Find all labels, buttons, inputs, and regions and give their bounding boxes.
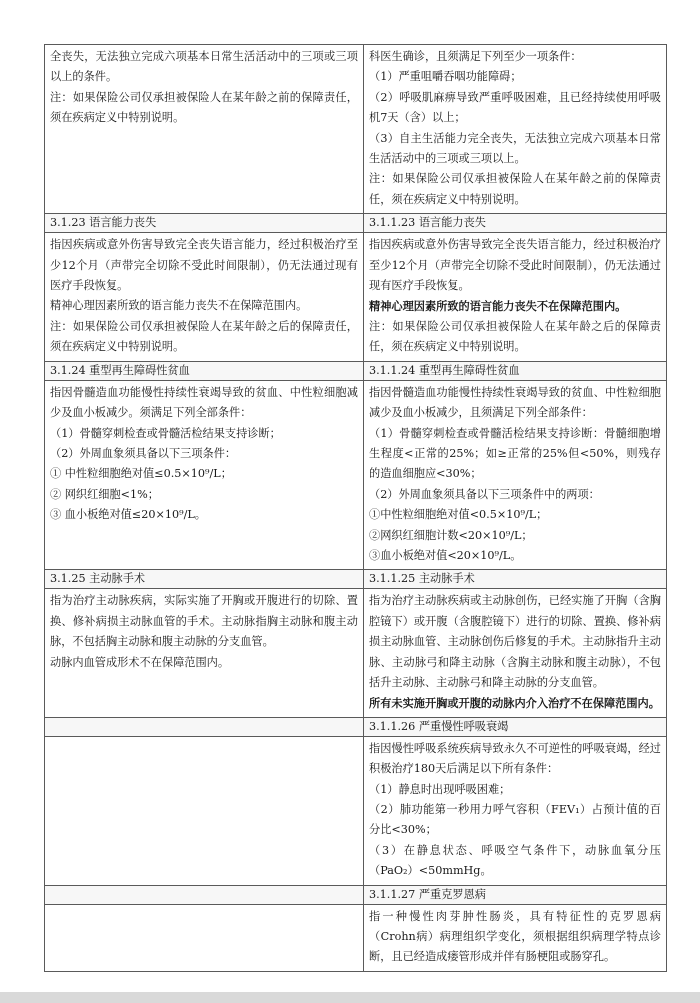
clause-paragraph: 注：如果保险公司仅承担被保险人在某年龄之前的保障责任，须在疾病定义中特别说明。 [50, 90, 358, 125]
clause-cell-left [45, 736, 364, 885]
clause-paragraph: （1）骨髓穿刺检查或骨髓活检结果支持诊断：骨髓细胞增生程度<正常的25%；如≥正常的25%但<50%，则残存的造血细胞应<30%； [369, 426, 661, 481]
section-title-right: 3.1.1.26 严重慢性呼吸衰竭 [364, 717, 667, 736]
clause-paragraph: 指为治疗主动脉疾病或主动脉创伤，已经实施了开胸（含胸腔镜下）或开腹（含腹腔镜下）进行的切除、置换、修补病损主动脉血管、主动脉创伤后修复的手术。主动脉指升主动脉、主动脉弓和降主动脉（含胸主动脉和腹主动脉），不包括升主动脉、主动脉弓和降主动脉的分支血管。 [369, 594, 661, 689]
clause-cell-left [45, 380, 364, 570]
section-title-right: 3.1.1.23 语言能力丧失 [364, 214, 667, 233]
section-header-row [45, 885, 667, 904]
clause-paragraph: 指因骨髓造血功能慢性持续性衰竭导致的贫血、中性粒细胞减少及血小板减少。须满足下列全部条件： [50, 385, 358, 420]
comparison-table [44, 44, 667, 972]
clause-paragraph: ① 中性粒细胞绝对值≤0.5×10⁹/L； [50, 467, 232, 481]
page-bottom-edge [0, 992, 700, 1003]
clause-paragraph: ②网织红细胞计数<20×10⁹/L； [369, 528, 533, 542]
clause-text-row [45, 45, 667, 214]
section-title-left [45, 885, 364, 904]
clause-paragraph: ①中性粒细胞绝对值<0.5×10⁹/L； [369, 508, 548, 522]
clause-paragraph: ③ 血小板绝对值≤20×10⁹/L。 [50, 508, 206, 522]
clause-cell-right [364, 233, 667, 361]
clause-paragraph: 指一种慢性肉芽肿性肠炎，具有特征性的克罗恩病（Crohn病）病理组织学变化，须根据组织病理学特点诊断，且已经造成瘘管形成并伴有肠梗阻或肠穿孔。 [369, 909, 661, 964]
clause-paragraph: 注：如果保险公司仅承担被保险人在某年龄之后的保障责任，须在疾病定义中特别说明。 [369, 319, 661, 354]
clause-paragraph: 指因慢性呼吸系统疾病导致永久不可逆性的呼吸衰竭，经过积极治疗180天后满足以下所有条件： [369, 741, 661, 776]
clause-paragraph: 指因疾病或意外伤害导致完全丧失语言能力，经过积极治疗至少12个月（声带完全切除不受此时间限制），仍无法通过现有医疗手段恢复。 [50, 238, 358, 293]
clause-cell-left [45, 589, 364, 717]
clause-paragraph: （2）肺功能第一秒用力呼气容积（FEV₁）占预计值的百分比<30%； [369, 803, 661, 837]
clause-paragraph: （3）自主生活能力完全丧失，无法独立完成六项基本日常生活活动中的三项或三项以上。 [369, 131, 661, 166]
clause-cell-right [364, 380, 667, 570]
section-title-right: 3.1.1.25 主动脉手术 [364, 570, 667, 589]
clause-paragraph: 注：如果保险公司仅承担被保险人在某年龄之前的保障责任，须在疾病定义中特别说明。 [369, 172, 661, 206]
clause-paragraph: （1）静息时出现呼吸困难； [369, 782, 511, 796]
clause-text-row [45, 904, 667, 971]
clause-paragraph: （2）呼吸肌麻痹导致严重呼吸困难，且已经持续使用呼吸机7天（含）以上； [369, 90, 661, 125]
section-title-left: 3.1.25 主动脉手术 [45, 570, 364, 589]
document-page [44, 44, 666, 972]
section-header-row [45, 361, 667, 380]
clause-cell-left [45, 904, 364, 971]
clause-paragraph: 所有未实施开胸或开腹的动脉内介入治疗不在保障范围内。 [369, 696, 660, 711]
clause-paragraph: （2）外周血象须具备以下三项条件中的两项： [369, 487, 600, 501]
clause-paragraph: （1）骨髓穿刺检查或骨髓活检结果支持诊断； [50, 426, 281, 440]
clause-paragraph: 精神心理因素所致的语言能力丧失不在保障范围内。 [50, 299, 308, 313]
clause-paragraph: （1）严重咀嚼吞咽功能障碍； [369, 70, 522, 84]
clause-paragraph: 指因骨髓造血功能慢性持续性衰竭导致的贫血、中性粒细胞减少及血小板减少，且须满足下列全部条件： [369, 385, 661, 420]
clause-cell-right [364, 589, 667, 717]
section-title-right: 3.1.1.27 严重克罗恩病 [364, 885, 667, 904]
clause-text-row [45, 380, 667, 570]
clause-paragraph: 精神心理因素所致的语言能力丧失不在保障范围内。 [369, 299, 627, 314]
section-title-left: 3.1.23 语言能力丧失 [45, 214, 364, 233]
clause-text-row [45, 589, 667, 717]
clause-paragraph: （2）外周血象须具备以下三项条件： [50, 446, 237, 460]
section-title-left: 3.1.24 重型再生障碍性贫血 [45, 361, 364, 380]
clause-paragraph: 指为治疗主动脉疾病，实际实施了开胸或开腹进行的切除、置换、修补病损主动脉血管的手术。主动脉指胸主动脉和腹主动脉，不包括胸主动脉和腹主动脉的分支血管。 [50, 594, 358, 649]
clause-cell-right [364, 736, 667, 885]
section-title-right: 3.1.1.24 重型再生障碍性贫血 [364, 361, 667, 380]
clause-paragraph: 动脉内血管成形术不在保障范围内。 [50, 655, 230, 669]
section-header-row [45, 214, 667, 233]
clause-paragraph: 指因疾病或意外伤害导致完全丧失语言能力，经过积极治疗至少12个月（声带完全切除不受此时间限制），仍无法通过现有医疗手段恢复。 [369, 238, 661, 293]
clause-paragraph: （3）在静息状态、呼吸空气条件下，动脉血氧分压（PaO₂）<50mmHg。 [369, 843, 661, 878]
clause-paragraph: 注：如果保险公司仅承担被保险人在某年龄之后的保障责任，须在疾病定义中特别说明。 [50, 319, 358, 354]
clause-cell-right [364, 45, 667, 214]
clause-text-row [45, 233, 667, 361]
clause-cell-left [45, 45, 364, 214]
section-title-left [45, 717, 364, 736]
clause-paragraph: 科医生确诊，且须满足下列至少一项条件： [369, 50, 582, 63]
comparison-table-body [45, 45, 667, 972]
clause-cell-left [45, 233, 364, 361]
clause-text-row [45, 736, 667, 885]
section-header-row [45, 570, 667, 589]
clause-paragraph: ③血小板绝对值<20×10⁹/L。 [369, 548, 522, 562]
clause-cell-right [364, 904, 667, 971]
section-header-row [45, 717, 667, 736]
clause-paragraph: ② 网织红细胞<1%； [50, 487, 159, 501]
clause-paragraph: 全丧失，无法独立完成六项基本日常生活活动中的三项或三项以上的条件。 [50, 50, 358, 84]
